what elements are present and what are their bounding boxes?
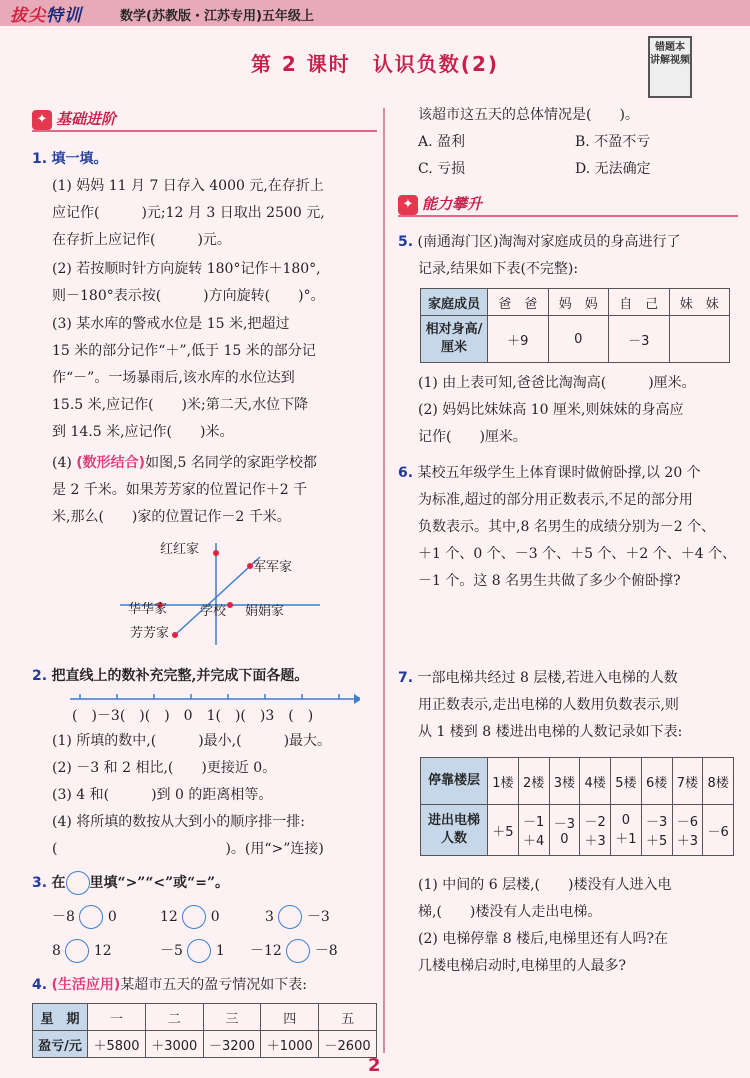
table-cell: 4楼 — [580, 758, 611, 805]
table-cell — [669, 316, 730, 363]
q6-text: 6. 某校五年级学生上体育课时做俯卧撑,以 20 个 为标准,超过的部分用正数表示,不足的部分用 负数表示。其中,8 名男生的成绩分别为－2 个、 ＋1 个、0 个、－3 个、＋5 个、＋2 个、＋4 个、 －1 个。这 8 名男生共做了多少个俯卧撑? — [398, 465, 737, 589]
table-cell: 一 — [88, 1004, 146, 1031]
table-cell: －3 ＋5 — [641, 805, 672, 856]
section-basic-underline — [32, 130, 377, 132]
table-cell: 四 — [261, 1004, 319, 1031]
q3-heading: 3. 在 里填“>”“<”或“=”。 — [32, 870, 229, 897]
number-line-labels: ( )－3( )( ) 0 1( )( )3 ( ) — [72, 708, 314, 724]
table-header-cell: 星 期 — [33, 1004, 88, 1031]
map-label-junjun: 军军家 — [253, 560, 293, 575]
answer-circle[interactable] — [187, 939, 211, 963]
dot-fangfang — [172, 632, 178, 638]
table-cell: －2600 — [319, 1031, 377, 1058]
video-qr-box[interactable] — [648, 36, 692, 98]
q1-part3: (3) 某水库的警戒水位是 15 米,把超过 15 米的部分记作“＋”,低于 15 米的部分记 作“－”。一场暴雨后,该水库的水位达到 15.5 米,应记作( )米;第二天,水位下降 到 14.5 米,应记作( )米。 — [52, 316, 316, 440]
table-cell: 7楼 — [672, 758, 703, 805]
table-cell: ＋9 — [488, 316, 549, 363]
table-cell: 五 — [319, 1004, 377, 1031]
answer-circle[interactable] — [79, 905, 103, 929]
q4-profit-table — [32, 1003, 377, 1058]
table-cell: －6 ＋3 — [672, 805, 703, 856]
table-row — [421, 758, 734, 805]
section-basic — [32, 108, 377, 132]
table-header-cell: 盈亏/元 — [33, 1031, 88, 1058]
top-banner — [0, 0, 750, 26]
table-cell: 2楼 — [518, 758, 549, 805]
table-cell: 妈 妈 — [548, 289, 609, 316]
table-cell: 5楼 — [611, 758, 642, 805]
q1-part1: (1) 妈妈 11 月 7 日存入 4000 元,在存折上 应记作( )元;12 月 3 日取出 2500 元, 在存折上应记作( )元。 — [52, 178, 325, 248]
q4-option-d: D. 无法确定 — [575, 161, 651, 177]
climber-icon: ✦ — [398, 195, 418, 215]
table-cell: 0 ＋1 — [611, 805, 642, 856]
q1-heading: 1. 填一填。 — [32, 151, 108, 167]
column-divider — [383, 108, 385, 1053]
q3-pair-3: 3 －3 — [265, 904, 330, 931]
table-header-cell: 家庭成员 — [421, 289, 488, 316]
answer-circle-sample — [66, 871, 90, 895]
q3-pair-4: 8 12 — [52, 938, 112, 965]
q7-items: (1) 中间的 6 层楼,( )楼没有人进入电 梯,( )楼没有人走出电梯。 (2) 电梯停靠 8 楼后,电梯里还有人吗?在 几楼电梯启动时,电梯里的人最多? — [418, 877, 672, 974]
q1-part4: (4) (数形结合)如图,5 名同学的家距学校都 是 2 千米。如果芳芳家的位置记作＋2 千 米,那么( )家的位置记作－2 千米。 — [52, 455, 317, 525]
table-cell: 自 己 — [609, 289, 670, 316]
table-header-cell: 停靠楼层 — [421, 758, 488, 805]
answer-circle[interactable] — [278, 905, 302, 929]
map-label-juanjuan: 娟娟家 — [245, 604, 285, 619]
table-header-cell: 进出电梯人数 — [421, 805, 488, 856]
runner-icon: ✦ — [32, 110, 52, 130]
table-cell: 二 — [145, 1004, 203, 1031]
q1-part2: (2) 若按顺时针方向旋转 180°记作＋180°, 则－180°表示按( )方向旋转( )°。 — [52, 261, 325, 304]
video-label-2: 讲解视频 — [650, 55, 690, 66]
page-number: 2 — [368, 1055, 381, 1076]
dot-honghong — [213, 550, 219, 556]
table-cell: －2 ＋3 — [580, 805, 611, 856]
q2-items: (1) 所填的数中,( )最小,( )最大。 (2) －3 和 2 相比,( )更接近 0。 (3) 4 和( )到 0 的距离相等。 (4) 将所填的数按从大到小的顺序排一排: ( )。(用“>”连接) — [52, 733, 332, 857]
table-cell: ＋1000 — [261, 1031, 319, 1058]
map-label-fangfang: 芳芳家 — [130, 626, 170, 641]
section-ability-underline — [398, 215, 738, 217]
map-diagonal — [175, 557, 260, 635]
q4-option-c: C. 亏损 — [418, 161, 466, 177]
table-row — [33, 1004, 377, 1031]
table-row — [421, 316, 730, 363]
book-subtitle: 数学(苏教版・江苏专用)五年级上 — [120, 9, 314, 24]
answer-circle[interactable] — [65, 939, 89, 963]
q3-pair-2: 12 0 — [160, 904, 220, 931]
q7-elevator-table — [420, 757, 734, 856]
table-cell: 1楼 — [488, 758, 519, 805]
q4-question: 该超市这五天的总体情况是( )。 — [418, 107, 639, 123]
table-row — [33, 1031, 377, 1058]
table-cell: －3 — [609, 316, 670, 363]
table-cell: 0 — [548, 316, 609, 363]
table-cell: －3200 — [203, 1031, 261, 1058]
q2-heading: 2. 把直线上的数补充完整,并完成下面各题。 — [32, 668, 309, 684]
table-cell: 6楼 — [641, 758, 672, 805]
section-ability-title: ✦ 能力攀升 — [398, 193, 738, 215]
table-cell: ＋5 — [488, 805, 519, 856]
table-cell: －1 ＋4 — [518, 805, 549, 856]
q3-pair-6: －12 －8 — [250, 938, 338, 965]
answer-circle[interactable] — [286, 939, 310, 963]
q7-text: 7. 一部电梯共经过 8 层楼,若进入电梯的人数 用正数表示,走出电梯的人数用负数表示,则 从 1 楼到 8 楼进出电梯的人数记录如下表: — [398, 670, 683, 740]
q4-option-a: A. 盈利 — [418, 134, 466, 150]
dot-juanjuan — [227, 602, 233, 608]
answer-circle[interactable] — [182, 905, 206, 929]
table-cell: 3楼 — [549, 758, 580, 805]
q5-height-table — [420, 288, 730, 363]
table-cell: ＋5800 — [88, 1031, 146, 1058]
table-row — [421, 289, 730, 316]
q4-heading: 4. (生活应用)某超市五天的盈亏情况如下表: — [32, 977, 308, 993]
q3-pair-5: －5 1 — [160, 938, 225, 965]
table-cell: 妹 妹 — [669, 289, 730, 316]
table-cell: 8楼 — [703, 758, 734, 805]
table-header-cell: 相对身高/厘米 — [421, 316, 488, 363]
section-basic-title: ✦ 基础进阶 — [32, 108, 377, 130]
table-cell: ＋3000 — [145, 1031, 203, 1058]
map-label-huahua: 华华家 — [128, 602, 168, 617]
map-label-school: 学校 — [200, 604, 227, 619]
q4-option-b: B. 不盈不亏 — [575, 134, 651, 150]
section-ability — [398, 193, 738, 217]
lesson-title: 第 2 课时 认识负数(2) — [250, 52, 500, 76]
table-cell: 爸 爸 — [488, 289, 549, 316]
q5-text: 5. (南通海门区)淘淘对家庭成员的身高进行了 记录,结果如下表(不完整): — [398, 234, 681, 277]
q3-pair-1: －8 0 — [52, 904, 117, 931]
table-cell: －3 0 — [549, 805, 580, 856]
brand-logo: 拔尖特训 — [10, 6, 82, 26]
map-label-honghong: 红红家 — [160, 542, 200, 557]
table-row — [421, 805, 734, 856]
q5-items: (1) 由上表可知,爸爸比淘淘高( )厘米。 (2) 妈妈比妹妹高 10 厘米,则妹妹的身高应 记作( )厘米。 — [418, 375, 696, 445]
video-label-1: 错题本 — [655, 42, 685, 53]
table-cell: －6 — [703, 805, 734, 856]
table-cell: 三 — [203, 1004, 261, 1031]
